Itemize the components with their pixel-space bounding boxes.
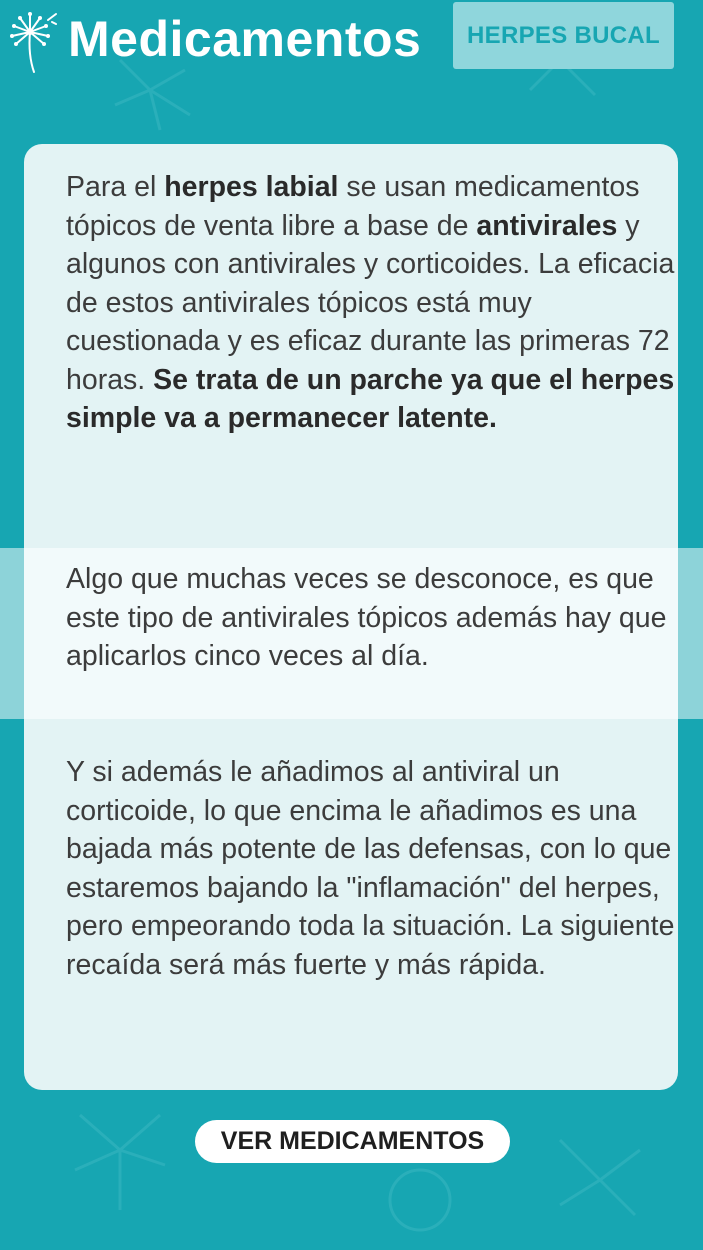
intro-bold-conclusion: Se trata de un parche ya que el herpes simple va a permanecer latente. — [66, 363, 675, 434]
intro-text-1: Para el — [66, 171, 165, 203]
category-badge[interactable]: HERPES BUCAL — [453, 2, 674, 69]
intro-bold-herpes-labial: herpes labial — [164, 171, 339, 203]
top-bar — [0, 0, 703, 80]
dandelion-icon — [6, 10, 58, 74]
page-title: Medicamentos — [68, 11, 422, 67]
paragraph-corticoides: Y si además le añadimos al antiviral un corticoide, lo que encima le añadimos es una bajada más potente de las defensas, con lo que estaremos bajando la "inflamación" del herpes, pero empeorando toda la situación. La siguiente recaída será más fuerte y más rápida. — [66, 756, 675, 981]
intro-bold-antivirales: antivirales — [476, 209, 618, 242]
paragraph-intro — [66, 168, 678, 438]
intro-text-2: se usan medicamentos tópicos de venta libre a base de — [66, 171, 640, 242]
ver-medicamentos-button[interactable]: VER MEDICAMENTOS — [195, 1120, 510, 1163]
intro-text-3: y algunos con antivirales y corticoides. La eficacia de estos antivirales tópicos está muy cuestionada y es eficaz durante las primeras 72 horas. — [66, 209, 675, 396]
paragraph-highlight: Algo que muchas veces se desconoce, es que este tipo de antivirales tópicos además hay que aplicarlos cinco veces al día. — [66, 563, 667, 672]
